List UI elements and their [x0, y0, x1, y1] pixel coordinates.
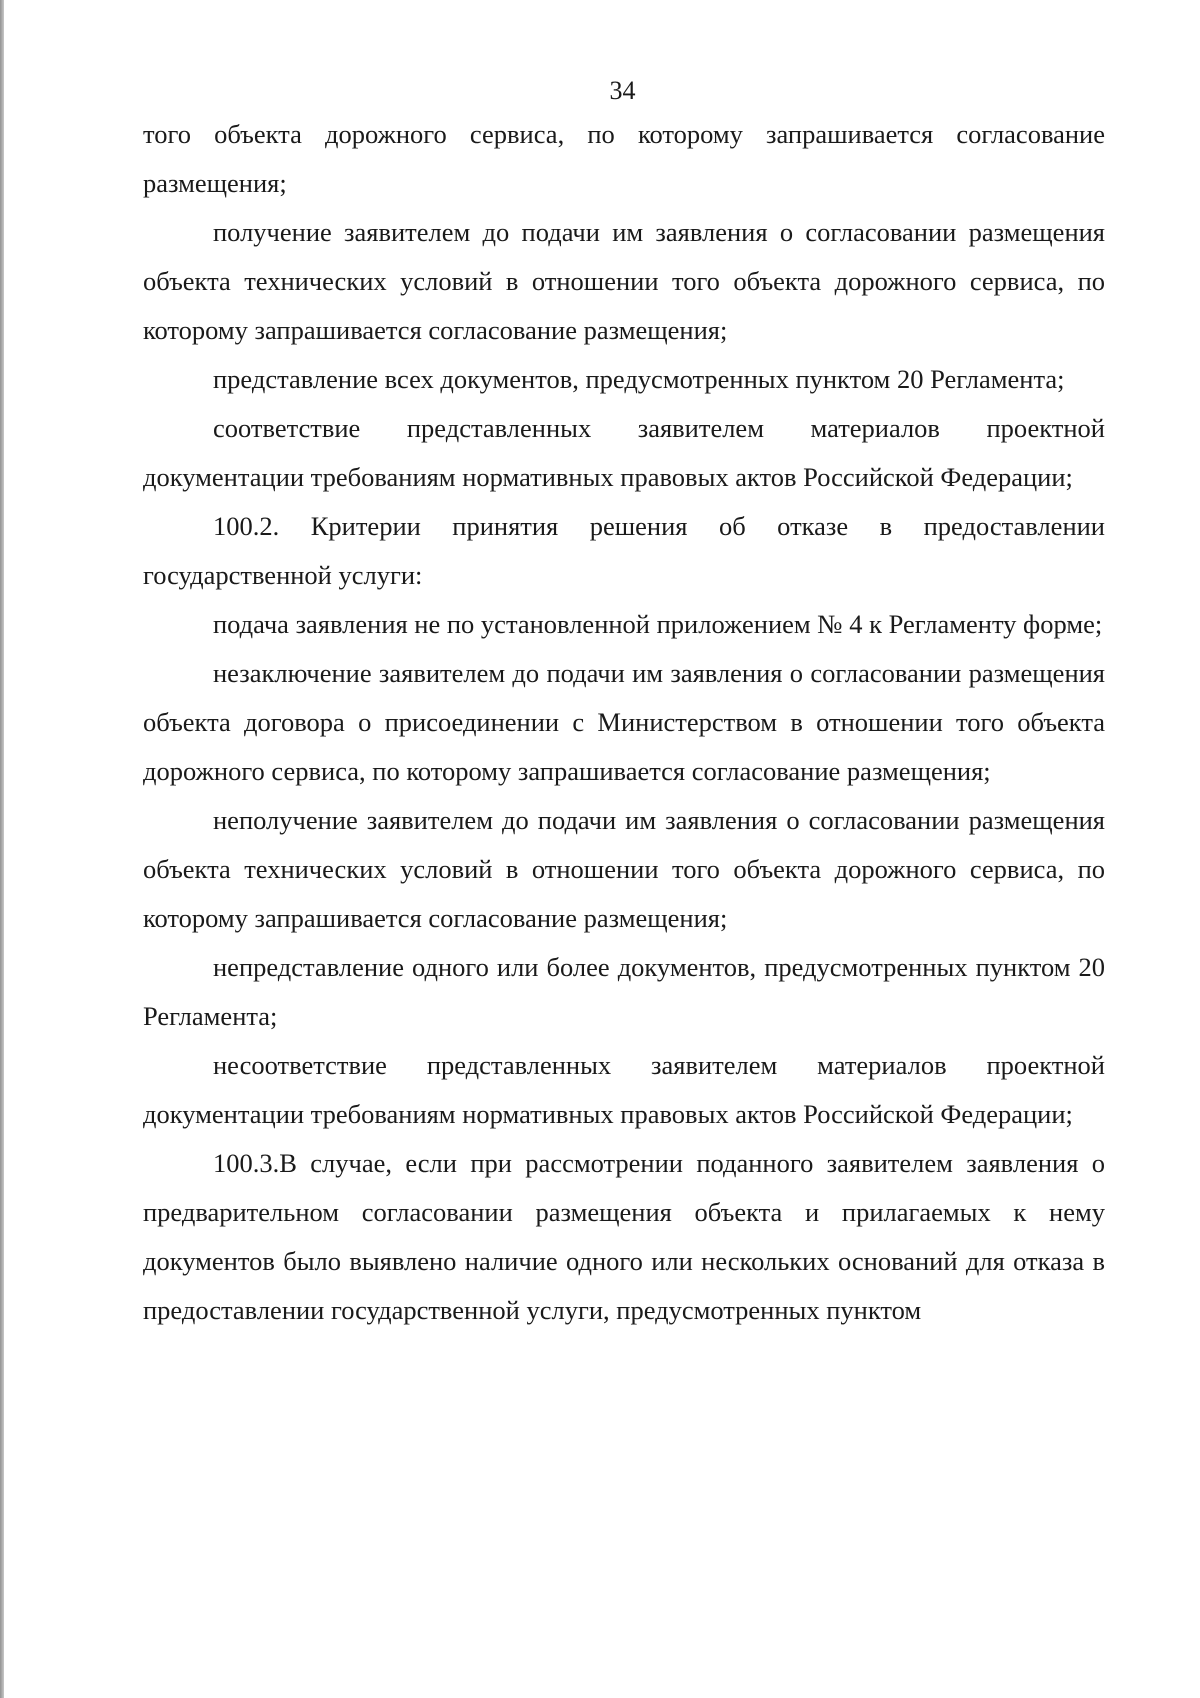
paragraph-100-2-heading: 100.2. Критерии принятия решения об отказе в предоставлении государственной услуги:	[143, 511, 1105, 590]
paragraph-wrong-form: подача заявления не по установленной приложением № 4 к Регламенту форме;	[213, 609, 1103, 639]
paragraph-compliance-of-materials: соответствие представленных заявителем материалов проектной документации требованиям нормативных правовых актов Российской Федерации;	[143, 413, 1105, 492]
paragraph-submission-of-documents: представление всех документов, предусмотренных пунктом 20 Регламента;	[213, 364, 1065, 394]
paragraph-continuation: того объекта дорожного сервиса, по которому запрашивается согласование размещения;	[143, 119, 1105, 198]
page-number: 34	[609, 76, 636, 105]
paragraph-missing-documents: непредставление одного или более документов, предусмотренных пунктом 20 Регламента;	[143, 952, 1105, 1031]
document-body	[143, 110, 1105, 1335]
paragraph-no-contract: незаключение заявителем до подачи им заявления о согласовании размещения объекта договора о присоединении с Министерством в отношении того объекта дорожного сервиса, по которому запрашивается согласование размещения;	[143, 658, 1105, 786]
paragraph-no-technical-conditions: неполучение заявителем до подачи им заявления о согласовании размещения объекта технических условий в отношении того объекта дорожного сервиса, по которому запрашивается согласование размещения;	[143, 805, 1105, 933]
paragraph-non-compliance: несоответствие представленных заявителем материалов проектной документации требованиям нормативных правовых актов Российской Федерации;	[143, 1050, 1105, 1129]
paragraph-100-3: 100.3.В случае, если при рассмотрении поданного заявителем заявления о предварительном согласовании размещения объекта и прилагаемых к нему документов было выявлено наличие одного или нескольких оснований для отказа в предоставлении государственной услуги, предусмотренных пунктом	[143, 1148, 1105, 1325]
paragraph-obtaining-technical-conditions: получение заявителем до подачи им заявления о согласовании размещения объекта технических условий в отношении того объекта дорожного сервиса, по которому запрашивается согласование размещения;	[143, 217, 1105, 345]
